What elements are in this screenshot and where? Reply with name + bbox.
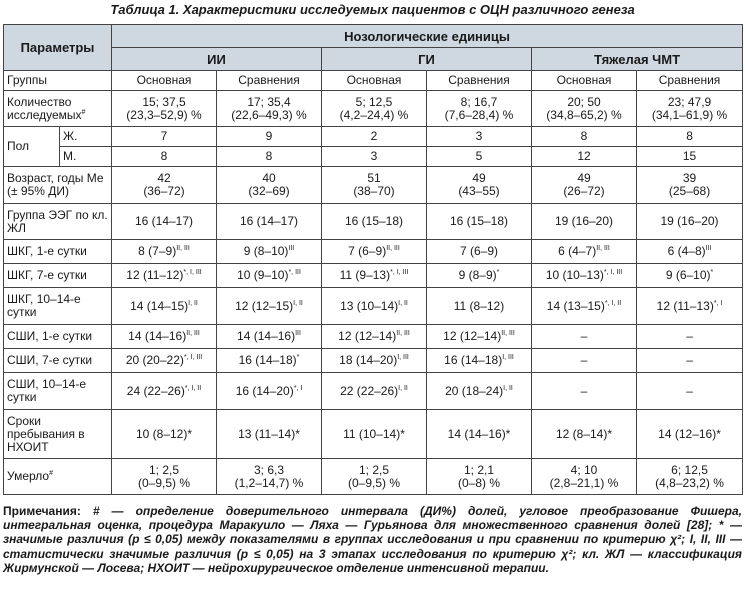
cell-value: 10 (9–10) bbox=[237, 268, 289, 282]
cell-value: 20 (18–24) bbox=[445, 383, 504, 398]
table-cell bbox=[112, 147, 217, 167]
cell-range: (36–72) bbox=[143, 184, 185, 198]
table-caption: Таблица 1. Характеристики исследуемых пациентов с ОЦН различного генеза bbox=[110, 2, 635, 17]
row-label bbox=[4, 91, 112, 127]
table-cell bbox=[532, 459, 637, 495]
cell-value: 17; 35,4 bbox=[247, 94, 291, 109]
cell-significance: *, I, II bbox=[184, 384, 202, 392]
cell-significance: III bbox=[288, 245, 295, 252]
table-cell bbox=[532, 373, 637, 410]
table-cell bbox=[532, 147, 637, 167]
row-label-text: Группы bbox=[7, 73, 47, 87]
cell-value: Сравнения bbox=[238, 73, 300, 87]
cell-value: 15 bbox=[682, 149, 697, 163]
table-cell bbox=[112, 91, 217, 127]
table-notes bbox=[3, 504, 742, 575]
cell-value: 13 (10–14) bbox=[340, 298, 399, 313]
cell-range: (0–9,5) % bbox=[137, 475, 191, 490]
cell-significance: III bbox=[705, 245, 712, 252]
table-cell bbox=[637, 325, 743, 349]
table-cell bbox=[637, 349, 743, 373]
table-cell bbox=[427, 240, 532, 264]
cell-significance: I, II bbox=[398, 384, 408, 392]
table-cell bbox=[217, 91, 322, 127]
cell-value: 4; 10 bbox=[570, 462, 598, 477]
row-label bbox=[4, 167, 112, 204]
cell-range: (38–70) bbox=[353, 184, 395, 198]
row-label bbox=[4, 459, 112, 495]
cell-range: (0–8) % bbox=[457, 475, 501, 490]
row-label-text: ШКГ, 1-е сутки bbox=[7, 244, 87, 258]
table-cell bbox=[427, 264, 532, 288]
row-label-text: СШИ, 7-е сутки bbox=[7, 353, 93, 367]
table-cell bbox=[112, 71, 217, 91]
cell-range: (0–9,5) % bbox=[347, 475, 401, 490]
table-cell bbox=[322, 167, 427, 204]
cell-significance: *, I, III bbox=[183, 269, 202, 276]
table-cell bbox=[532, 127, 637, 147]
row-label-text: Сроки пребывания в НХОИТ bbox=[7, 413, 85, 454]
cell-value: 16 (15–18) bbox=[344, 214, 404, 228]
group-header-tbi: Тяжелая ЧМТ bbox=[532, 48, 743, 71]
row-label-text: СШИ, 1-е сутки bbox=[7, 329, 93, 343]
cell-value: 10 (8–12)* bbox=[135, 426, 193, 441]
table-cell bbox=[427, 147, 532, 167]
cell-significance: II, III bbox=[501, 330, 515, 337]
row-label bbox=[4, 71, 112, 91]
cell-value: 9 (8–9) bbox=[458, 268, 497, 282]
cell-value: 1; 2,5 bbox=[358, 462, 390, 477]
table-row bbox=[4, 147, 743, 167]
cell-range: (4,8–23,2) % bbox=[655, 475, 724, 490]
cell-value: 8 bbox=[160, 149, 168, 163]
cell-significance: I, II bbox=[293, 299, 303, 307]
table-cell bbox=[427, 373, 532, 410]
cell-range: (26–72) bbox=[563, 184, 605, 198]
cell-significance: I, II bbox=[398, 299, 408, 307]
table-cell bbox=[217, 459, 322, 495]
cell-value: 23; 47,9 bbox=[667, 94, 712, 109]
cell-value: 40 bbox=[262, 171, 276, 185]
table-row bbox=[4, 459, 743, 495]
table-cell bbox=[217, 167, 322, 204]
cell-significance: *, I bbox=[293, 384, 303, 392]
cell-value: 8 bbox=[686, 129, 693, 143]
cell-significance: * bbox=[296, 354, 300, 361]
table-cell bbox=[637, 288, 743, 325]
table-cell bbox=[322, 127, 427, 147]
table-cell bbox=[112, 459, 217, 495]
table-cell bbox=[322, 264, 427, 288]
table-cell bbox=[322, 91, 427, 127]
table-cell bbox=[532, 349, 637, 373]
row-sublabel-text: М. bbox=[63, 149, 77, 163]
cell-significance: II, III bbox=[176, 245, 190, 252]
row-label bbox=[4, 240, 112, 264]
cell-value: 39 bbox=[682, 171, 697, 185]
cell-significance: * bbox=[710, 269, 714, 276]
table-cell bbox=[637, 147, 743, 167]
params-header: Параметры bbox=[4, 25, 112, 71]
table-cell bbox=[112, 410, 217, 459]
table-cell bbox=[217, 325, 322, 349]
cell-significance: I, II bbox=[503, 384, 513, 392]
row-label-sup: # bbox=[49, 470, 53, 477]
cell-value: 10 (10–13) bbox=[545, 268, 604, 282]
table-row bbox=[4, 373, 743, 410]
cell-value: 19 (16–20) bbox=[660, 214, 719, 228]
table-cell bbox=[322, 410, 427, 459]
cell-value: 18 (14–20) bbox=[339, 353, 398, 367]
table-cell bbox=[532, 91, 637, 127]
cell-value: 13 (11–14)* bbox=[238, 426, 300, 441]
table-cell bbox=[532, 410, 637, 459]
table-cell bbox=[322, 71, 427, 91]
table-cell bbox=[322, 288, 427, 325]
cell-value: 1; 2,5 bbox=[148, 462, 180, 477]
cell-value: 12 (12–14) bbox=[338, 329, 397, 343]
table-cell bbox=[637, 127, 743, 147]
cell-value: 14 (14–16) bbox=[128, 329, 187, 343]
table-cell bbox=[427, 410, 532, 459]
table-cell bbox=[112, 240, 217, 264]
group-header-gi: ГИ bbox=[322, 48, 532, 71]
table-cell bbox=[217, 71, 322, 91]
cell-significance: * bbox=[496, 269, 500, 276]
cell-value: 24 (22–26) bbox=[126, 383, 185, 398]
table-row bbox=[4, 204, 743, 240]
cell-value: 22 (22–26) bbox=[340, 383, 399, 398]
table-cell bbox=[637, 167, 743, 204]
notes-text: # — определение доверительного интервала (ДИ%) долей, угловое преобразование Фишера, интегральная оценка, процедура Маракуило — Ляха — Гурьянова для множественного сравнения долей [28]; * — значимые различия (p ≤ 0,05) между показателями в группах исследования и при сравнении по критерию χ²; I, II, III — статистически значимые различия (p ≤ 0,05) на 3 этапах исследования по критерию χ²; кл. ЖЛ — классификация Жирмунской — Лосева; НХОИТ — нейрохирургическое отделение интенсивной терапии. bbox=[3, 504, 742, 575]
table-row bbox=[4, 325, 743, 349]
table-cell bbox=[532, 240, 637, 264]
cell-value: 7 (6–9) bbox=[348, 244, 387, 258]
table-cell bbox=[427, 91, 532, 127]
table-cell bbox=[112, 264, 217, 288]
row-sublabel-text: Ж. bbox=[63, 129, 78, 143]
cell-value: 12 (11–12) bbox=[126, 268, 184, 282]
table-cell bbox=[217, 410, 322, 459]
cell-value: 3 bbox=[475, 129, 483, 143]
cell-value: 9 (6–10) bbox=[665, 268, 711, 282]
row-label bbox=[4, 127, 60, 167]
cell-range: (2,8–21,1) % bbox=[549, 475, 619, 490]
cell-value: Сравнения bbox=[448, 73, 510, 87]
cell-value: 7 (6–9) bbox=[459, 244, 499, 258]
cell-value: – bbox=[580, 383, 588, 398]
row-sublabel bbox=[60, 127, 112, 147]
table-cell bbox=[322, 459, 427, 495]
cell-range: (1,2–14,7) % bbox=[234, 475, 304, 490]
row-label bbox=[4, 325, 112, 349]
cell-value: 3; 6,3 bbox=[253, 462, 285, 477]
row-label bbox=[4, 349, 112, 373]
group-header-ii: ИИ bbox=[112, 48, 322, 71]
cell-significance: *, I, II bbox=[604, 299, 622, 307]
row-label-text: Возраст, годы Ме (± 95% ДИ) bbox=[7, 171, 104, 198]
table-cell bbox=[637, 373, 743, 410]
table-cell bbox=[427, 127, 532, 147]
table-cell bbox=[427, 349, 532, 373]
cell-value: 1; 2,1 bbox=[463, 462, 495, 477]
table-cell bbox=[637, 410, 743, 459]
cell-significance: *, III bbox=[288, 269, 301, 276]
cell-value: 14 (12–16)* bbox=[658, 426, 721, 441]
cell-value: 49 bbox=[472, 171, 486, 185]
cell-value: – bbox=[686, 329, 693, 343]
cell-value: 16 (14–18) bbox=[444, 353, 503, 367]
table-cell bbox=[112, 373, 217, 410]
cell-value: 16 (14–17) bbox=[239, 214, 299, 228]
cell-value: – bbox=[580, 329, 588, 343]
table-cell bbox=[112, 288, 217, 325]
cell-value: 12 (12–15) bbox=[235, 298, 294, 313]
table-row bbox=[4, 91, 743, 127]
cell-value: 9 (8–10) bbox=[243, 244, 289, 258]
cell-value: 9 bbox=[265, 129, 273, 143]
cell-value: 11 (10–14)* bbox=[343, 426, 405, 441]
cell-range: (43–55) bbox=[458, 184, 500, 198]
cell-significance: III bbox=[295, 330, 301, 337]
row-label bbox=[4, 264, 112, 288]
cell-value: 8 bbox=[265, 149, 273, 163]
cell-significance: II, III bbox=[386, 245, 400, 252]
cell-value: – bbox=[686, 353, 693, 367]
cell-value: 42 bbox=[157, 171, 171, 185]
cell-value: 11 (9–13) bbox=[339, 268, 391, 282]
cell-value: 16 (14–17) bbox=[134, 214, 194, 228]
table-cell bbox=[112, 204, 217, 240]
cell-value: 8; 16,7 bbox=[460, 94, 498, 109]
table-cell bbox=[217, 264, 322, 288]
cell-range: (7,6–28,4) % bbox=[444, 107, 514, 122]
cell-value: 14 (14–16) bbox=[237, 329, 296, 343]
table-cell bbox=[112, 127, 217, 147]
cell-value: 5 bbox=[475, 149, 483, 163]
table-cell bbox=[532, 325, 637, 349]
cell-value: 20 (20–22) bbox=[125, 353, 184, 367]
cell-significance: II, III bbox=[396, 330, 410, 337]
table-cell bbox=[637, 204, 743, 240]
cell-range: (25–68) bbox=[668, 184, 711, 198]
cell-value: 19 (16–20) bbox=[554, 214, 614, 228]
cell-value: 14 (13–15) bbox=[546, 298, 605, 313]
table-cell bbox=[112, 349, 217, 373]
table-row bbox=[4, 264, 743, 288]
table-cell bbox=[217, 349, 322, 373]
cell-value: 12 (8–14)* bbox=[555, 426, 613, 441]
table-cell bbox=[637, 91, 743, 127]
nosology-header: Нозологические единицы bbox=[112, 25, 743, 48]
table-cell bbox=[532, 204, 637, 240]
table-cell bbox=[427, 325, 532, 349]
cell-range: (34,8–65,2) % bbox=[546, 107, 622, 122]
patient-characteristics-table bbox=[3, 24, 743, 495]
cell-value: Основная bbox=[556, 73, 612, 87]
cell-value: 14 (14–16)* bbox=[447, 426, 511, 441]
cell-value: 12 (11–13) bbox=[656, 298, 714, 313]
row-label-text: Пол bbox=[7, 139, 30, 153]
row-label bbox=[4, 288, 112, 325]
row-label bbox=[4, 204, 112, 240]
row-label bbox=[4, 373, 112, 410]
table-cell bbox=[217, 288, 322, 325]
cell-significance: *, I, III bbox=[183, 354, 203, 361]
cell-significance: *, I, III bbox=[603, 269, 623, 276]
cell-value: 16 (14–18) bbox=[238, 353, 297, 367]
table-row bbox=[4, 410, 743, 459]
cell-range: (4,2–24,4) % bbox=[339, 107, 409, 122]
cell-range: (23,3–52,9) % bbox=[126, 107, 202, 122]
cell-value: 6 (4–7) bbox=[558, 244, 597, 258]
table-row bbox=[4, 349, 743, 373]
table-cell bbox=[322, 204, 427, 240]
table-cell bbox=[322, 373, 427, 410]
cell-value: 7 bbox=[160, 129, 168, 143]
cell-significance: I, II bbox=[188, 299, 198, 307]
row-label-text: ШКГ, 10–14-е сутки bbox=[7, 292, 81, 319]
cell-value: – bbox=[686, 383, 693, 398]
cell-value: 15; 37,5 bbox=[142, 94, 186, 109]
notes-title: Примечания: bbox=[3, 504, 81, 518]
table-row bbox=[4, 288, 743, 325]
cell-significance: *, I bbox=[713, 299, 723, 307]
table-cell bbox=[217, 204, 322, 240]
row-label bbox=[4, 410, 112, 459]
cell-value: 5; 12,5 bbox=[355, 94, 393, 109]
table-cell bbox=[322, 325, 427, 349]
table-cell bbox=[532, 288, 637, 325]
table-cell bbox=[217, 240, 322, 264]
table-cell bbox=[217, 127, 322, 147]
cell-range: (34,1–61,9) % bbox=[651, 107, 728, 122]
table-row bbox=[4, 127, 743, 147]
table-cell bbox=[322, 349, 427, 373]
cell-significance: I, III bbox=[397, 354, 409, 361]
cell-value: 12 bbox=[577, 149, 591, 163]
table-cell bbox=[427, 288, 532, 325]
row-label-text: Умерло bbox=[7, 469, 50, 483]
table-cell bbox=[322, 147, 427, 167]
row-label-text: СШИ, 10–14-е сутки bbox=[7, 377, 86, 404]
table-cell bbox=[427, 459, 532, 495]
table-cell bbox=[217, 147, 322, 167]
cell-value: 14 (14–15) bbox=[130, 298, 189, 313]
table-cell bbox=[112, 325, 217, 349]
cell-value: 20; 50 bbox=[567, 94, 601, 109]
cell-value: 12 (12–14) bbox=[443, 329, 502, 343]
table-row bbox=[4, 167, 743, 204]
row-label-text: Группа ЭЭГ по кл. ЖЛ bbox=[7, 207, 108, 235]
cell-value: 6; 12,5 bbox=[671, 462, 708, 477]
table-cell bbox=[427, 71, 532, 91]
cell-value: 3 bbox=[370, 149, 378, 163]
cell-significance: I, III bbox=[502, 354, 514, 361]
table-cell bbox=[637, 240, 743, 264]
cell-value: 16 (14–20) bbox=[235, 383, 294, 398]
cell-value: 11 (8–12) bbox=[453, 298, 505, 313]
table-cell bbox=[637, 459, 743, 495]
cell-value: 16 (15–18) bbox=[449, 214, 509, 228]
cell-range: (22,6–49,3) % bbox=[231, 107, 307, 122]
cell-value: Основная bbox=[346, 73, 402, 87]
cell-value: – bbox=[580, 353, 588, 367]
table-row bbox=[4, 71, 743, 91]
cell-range: (32–69) bbox=[248, 184, 290, 198]
cell-significance: II, III bbox=[596, 245, 610, 252]
cell-value: 6 (4–8) bbox=[667, 244, 706, 258]
table-cell bbox=[112, 167, 217, 204]
row-sublabel bbox=[60, 147, 112, 167]
cell-value: 8 (7–9) bbox=[138, 244, 177, 258]
cell-significance: II, III bbox=[186, 330, 200, 337]
cell-value: 49 bbox=[577, 171, 591, 185]
table-cell bbox=[427, 204, 532, 240]
row-label-text: Количество исследуемых bbox=[7, 94, 82, 122]
cell-value: 51 bbox=[367, 171, 381, 185]
table-cell bbox=[217, 373, 322, 410]
table-cell bbox=[322, 240, 427, 264]
table-cell bbox=[532, 264, 637, 288]
table-cell bbox=[637, 71, 743, 91]
cell-value: Основная bbox=[136, 73, 192, 87]
table-cell bbox=[532, 167, 637, 204]
table-row bbox=[4, 240, 743, 264]
table-cell bbox=[532, 71, 637, 91]
cell-value: 2 bbox=[370, 129, 378, 143]
cell-value: 8 bbox=[580, 129, 588, 143]
table-cell bbox=[427, 167, 532, 204]
cell-value: Сравнения bbox=[658, 73, 721, 87]
row-label-sup: # bbox=[81, 108, 86, 116]
cell-significance: *, I, III bbox=[390, 269, 409, 276]
table-cell bbox=[637, 264, 743, 288]
row-label-text: ШКГ, 7-е сутки bbox=[7, 268, 87, 282]
